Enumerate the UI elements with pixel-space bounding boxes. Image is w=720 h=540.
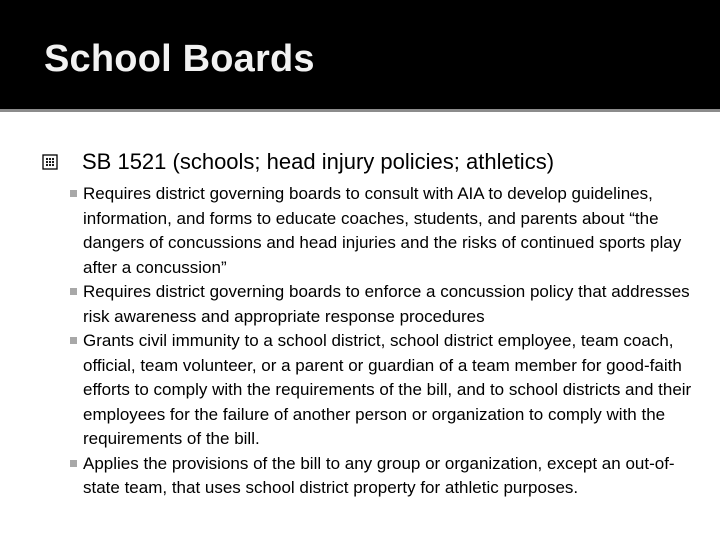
bullet-text: Requires district governing boards to enforce a concussion policy that addresses risk awareness and appropriate response procedures [83,282,690,326]
heading-item [42,146,710,178]
bullet-text: Requires district governing boards to consult with AIA to develop guidelines, information, and forms to educate coaches, students, and parents about “the dangers of concussions and head injuries and the risks of continued sports play after a concussion” [83,184,682,277]
square-icon [70,337,77,344]
square-icon [70,190,77,197]
square-icon [70,460,77,467]
bullet-text: Applies the provisions of the bill to any group or organization, except an out-of-state team, that uses school district property for athletic purposes. [83,453,675,497]
bullet-text: Grants civil immunity to a school district, school district employee, team coach, official, team volunteer, or a parent or guardian of a team member for good-faith efforts to comply with the requirements of the bill, and to school districts and their employees for the failure of another person or organization to comply with the requirements of the bill. [83,331,692,448]
list-item [42,182,710,280]
boxed-dots-icon [42,154,58,170]
slide-content [42,146,710,501]
bullet-list [42,182,710,501]
square-icon [70,288,77,295]
list-item [42,452,710,501]
list-item [42,329,710,452]
bill-heading: SB 1521 (schools; head injury policies; athletics) [82,149,555,174]
title-bar [0,0,720,112]
slide-title: School Boards [44,38,315,80]
list-item [42,280,710,329]
